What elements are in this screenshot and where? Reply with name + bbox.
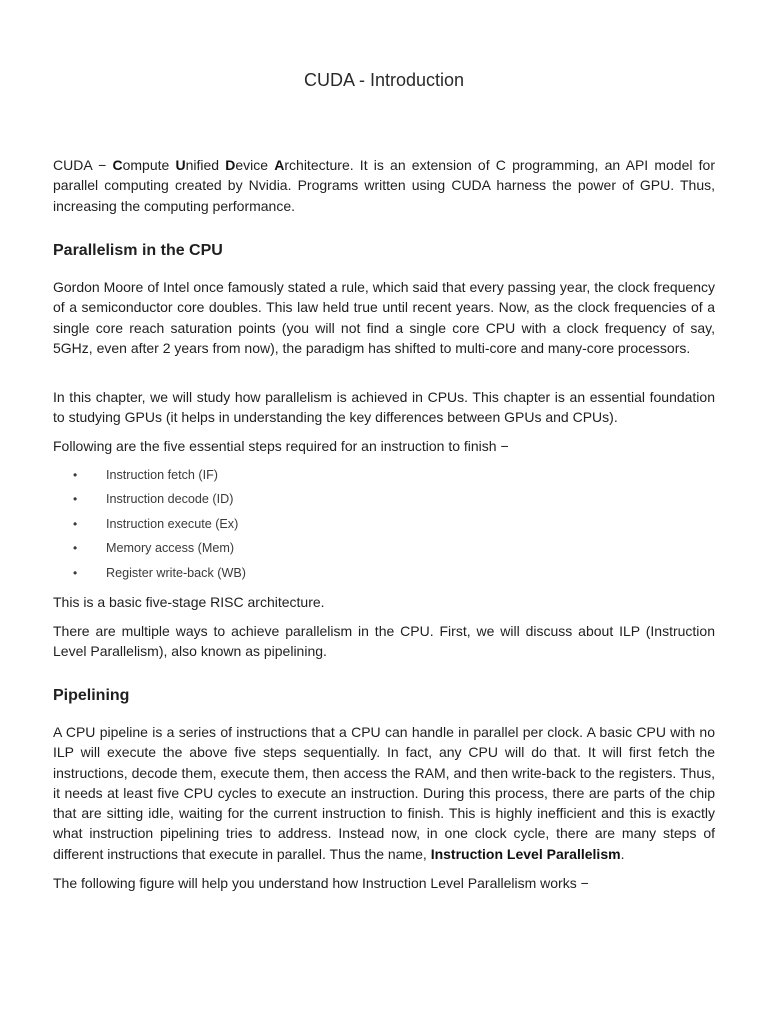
- bullet-icon: •: [73, 565, 78, 580]
- intro-letter-a: A: [274, 157, 285, 173]
- intro-letter-u: U: [175, 157, 186, 173]
- list-item: [53, 489, 715, 513]
- parallelism-paragraph-5: There are multiple ways to achieve parallelism in the CPU. First, we will discuss about ILP (Instruction Level Parallelism), also known as pipelining.: [53, 623, 715, 660]
- parallelism-paragraph-1: Gordon Moore of Intel once famously stated a rule, which said that every passing year, the clock frequency of a semiconductor core doubles. This law held true until recent years. Now, as the clock frequencies of a single core reach saturation points (you will not find a single core CPU with a clock frequency of say, 5GHz, even after 2 years from now), the paradigm has shifted to multi-core and many-core processors.: [53, 279, 715, 356]
- intro-letter-c: C: [112, 157, 123, 173]
- parallelism-paragraph-2: In this chapter, we will study how parallelism is achieved in CPUs. This chapter is an essential foundation to studying GPUs (it helps in understanding the key differences between GPUs and CPUs).: [53, 389, 715, 426]
- intro-word-device: evice: [235, 157, 275, 173]
- parallelism-paragraph-3: Following are the five essential steps required for an instruction to finish −: [53, 438, 509, 454]
- page-title: CUDA - Introduction: [303, 70, 465, 90]
- intro-text-rest: rchitecture. It is an extension of C programming, an API model for parallel computing created by Nvidia. Programs written using CUDA harness the power of GPU. Thus, increasing the computing performance.: [53, 157, 715, 214]
- bullet-icon: •: [73, 516, 78, 531]
- bullet-icon: •: [73, 541, 78, 556]
- bullet-icon: •: [73, 468, 78, 482]
- list-item-text: Instruction fetch (IF): [106, 468, 218, 482]
- list-item: [53, 563, 715, 587]
- pipelining-paragraph-1-end: .: [620, 845, 625, 862]
- intro-acronym: CUDA: [53, 157, 92, 173]
- ilp-bold-term: Instruction Level Parallelism: [430, 845, 621, 862]
- pipelining-paragraph-1-text: A CPU pipeline is a series of instructions that a CPU can handle in parallel per clock. A basic CPU with no ILP will execute the above five steps sequentially. In fact, any CPU will do that. It will first fetch the instructions, decode them, execute them, then access the RAM, and then write-back to the registers. Thus, it needs at least five CPU cycles to execute an instruction. During this process, there are parts of the chip that are sitting idle, waiting for the current instruction to finish. This is highly inefficient and this is exactly what instruction pipelining tries to address. Instead now, in one clock cycle, there are many steps of different instructions that execute in parallel. Thus the name,: [53, 724, 715, 862]
- intro-paragraph: [53, 155, 715, 216]
- pipelining-paragraph-2: The following figure will help you understand how Instruction Level Parallelism works −: [53, 875, 589, 891]
- list-item-text: Instruction decode (ID): [106, 492, 234, 507]
- parallelism-paragraph-4: This is a basic five-stage RISC architecture.: [53, 594, 325, 610]
- bullet-icon: •: [73, 492, 78, 507]
- instruction-steps-list: [53, 465, 715, 587]
- section-heading-parallelism: Parallelism in the CPU: [53, 242, 223, 259]
- list-item: [53, 465, 715, 489]
- list-item-text: Register write-back (WB): [106, 565, 246, 580]
- intro-word-unified: nified: [185, 157, 226, 173]
- intro-word-compute: ompute: [122, 157, 176, 173]
- list-item-text: Instruction execute (Ex): [106, 516, 239, 531]
- intro-dash: −: [91, 157, 113, 173]
- list-item: [53, 514, 715, 538]
- list-item-text: Memory access (Mem): [106, 541, 235, 556]
- pipelining-paragraph-1: [53, 722, 715, 864]
- intro-letter-d: D: [225, 157, 236, 173]
- list-item: [53, 538, 715, 562]
- section-heading-pipelining: Pipelining: [53, 687, 130, 704]
